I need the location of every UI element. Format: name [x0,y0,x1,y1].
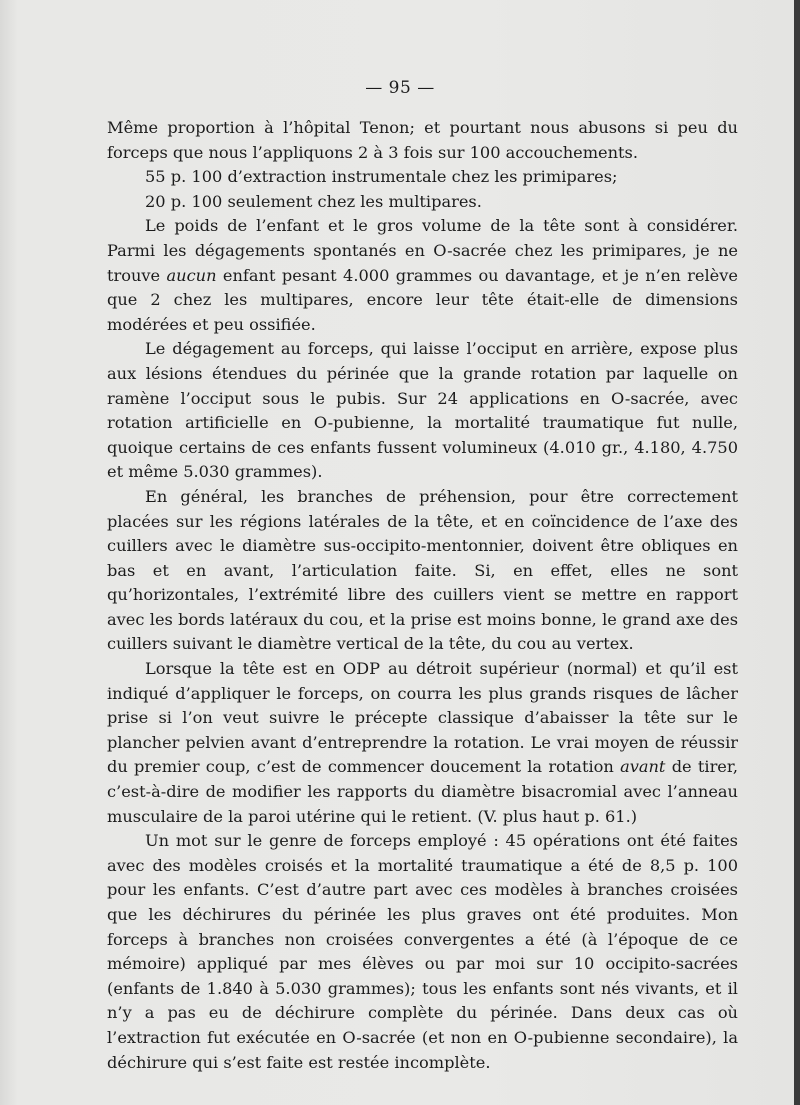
paragraph-4-before: Le poids de l’enfant et le gros volume de la tête sont à considérer. Parmi les dégagements spontanés en O-sacrée chez les primipares, je ne trouve [107,216,738,285]
page-number: — 95 — [365,78,435,98]
body-text [107,116,738,1075]
paragraph-3: 20 p. 100 seulement chez les multipares. [145,191,482,211]
paragraph-7 [107,657,738,829]
paragraph-7-emphasis: avant [620,757,666,777]
paragraph-4 [107,214,738,337]
paragraph-7-before: Lorsque la tête est en ODP au détroit supérieur (normal) et qu’il est indiqué d’appliquer le forceps, on courra les plus grands risques de lâcher prise si l’on veut suivre le précepte classique d’abaisser la tête sur le plancher pelvien avant d’entreprendre la rotation. Le vrai moyen de réussir du premier coup, c’est de commencer doucement la rotation [107,659,738,777]
paragraph-4-after: enfant pesant 4.000 grammes ou davantage, et je n’en relève que 2 chez les multipares, encore leur tête était-elle de dimensions modérées et peu ossifiée. [107,265,738,334]
paragraph-8: Un mot sur le genre de forceps employé : 45 opérations ont été faites avec des modèles croisés et la mortalité traumatique a été de 8,5 p. 100 pour les enfants. C’est d’autre part avec ces modèles à branches croisées que les déchirures du périnée les plus graves ont été produites. Mon forceps à branches non croisées convergentes a été (à l’époque de ce mémoire) appliqué par mes élèves ou par moi sur 10 occipito-sacrées (enfants de 1.840 à 5.030 grammes); tous les enfants sont nés vivants, et il n’y a pas eu de déchirure complète du périnée. Dans deux cas où l’extraction fut exécutée en O-sacrée (et non en O-pubienne secondaire), la déchirure qui s’est faite est restée incomplète. [107,831,738,1072]
page-edge-shadow [794,0,800,1105]
paragraph-4-emphasis: aucun [166,265,217,285]
paragraph-5: Le dégagement au forceps, qui laisse l’occiput en arrière, expose plus aux lésions étendues du périnée que la grande rotation par laquelle on ramène l’occiput sous le pubis. Sur 24 applications en O-sacrée, avec rotation artificielle en O-pubienne, la mortalité traumatique fut nulle, quoique certains de ces enfants fussent volumineux (4.010 gr., 4.180, 4.750 et même 5.030 grammes). [107,339,738,482]
paragraph-1: Même proportion à l’hôpital Tenon; et pourtant nous abusons si peu du forceps que nous l’appliquons 2 à 3 fois sur 100 accouchements. [107,118,738,162]
paragraph-7-after: de tirer, c’est-à-dire de modifier les rapports du diamètre bisacromial avec l’anneau musculaire de la paroi utérine qui le retient. (V. plus haut p. 61.) [107,757,738,826]
paragraph-6: En général, les branches de préhension, pour être correctement placées sur les régions latérales de la tête, et en coïncidence de l’axe des cuillers avec le diamètre sus-occipito-mentonnier, doivent être obliques en bas et en avant, l’articulation faite. Si, en effet, elles ne sont qu’horizontales, l’extrémité libre des cuillers vient se mettre en rapport avec les bords latéraux du cou, et la prise est moins bonne, le grand axe des cuillers suivant le diamètre vertical de la tête, du cou au vertex. [107,486,738,654]
paragraph-2: 55 p. 100 d’extraction instrumentale chez les primipares; [145,167,618,187]
